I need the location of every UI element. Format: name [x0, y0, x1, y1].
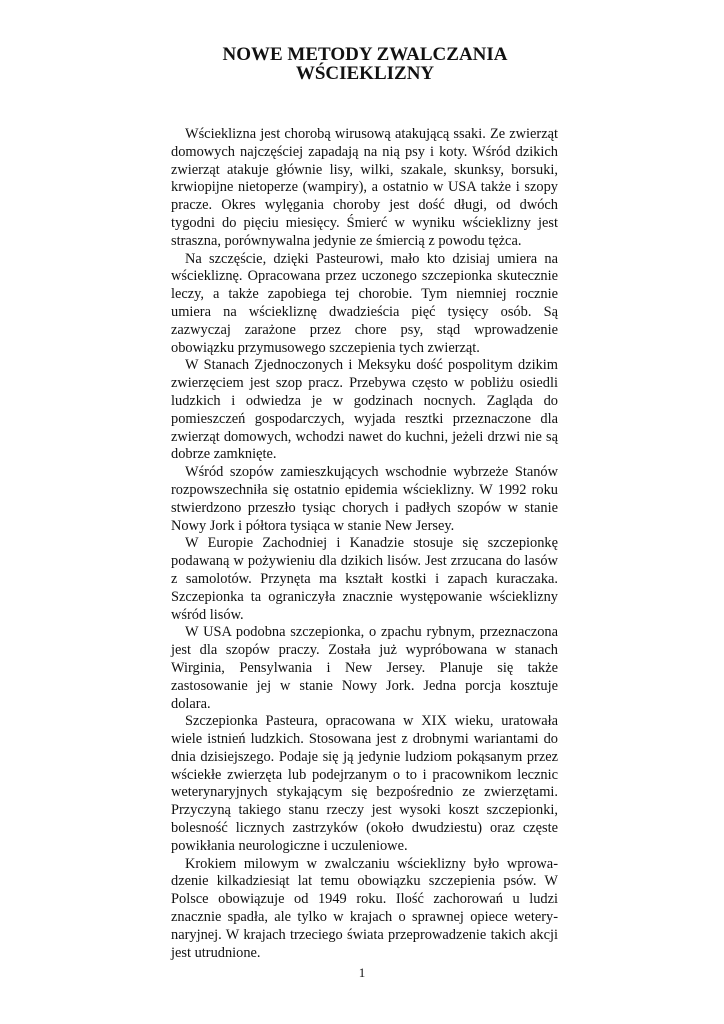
- document-title: [160, 45, 570, 83]
- paragraph-6: W USA podobna szczepionka, o zpachu rybnym, przeznaczona jest dla szopów praczy. Została już wypróbowana w stanach Wirginia, Pensylwania i New Jersey. Planuje się także zastosowanie jej w stanie Nowy Jork. Jedna porcja kosztuje dolara.: [171, 624, 558, 712]
- paragraph-4: Wśród szopów zamieszkujących wschodnie wybrzeże Stanów rozpowszechniła się ostatnio epidemia wścieklizny. W 1992 roku stwierdzono przeszło tysiąc chorych i padłych szopów w stanie Nowy Jork i półtora tysiąca w stanie New Jersey.: [171, 464, 558, 534]
- title-line-2: WŚCIEKLIZNY: [295, 63, 435, 84]
- paragraph-3: W Stanach Zjednoczonych i Meksyku dość pospolitym dzikim zwierzęciem jest szop pracz. Przebywa często w pobliżu osiedli ludzkich i odwiedza je w godzinach nocnych. Zagląda do pomieszczeń gospodarczych, wyjada resztki przeznaczone dla zwierząt domowych, wchodzi nawet do kuchni, jeżeli drzwi nie są dobrze zamknięte.: [171, 357, 558, 463]
- page-number: 1: [358, 965, 366, 980]
- paragraph-5: W Europie Zachodniej i Kanadzie stosuje się szczepionkę podawaną w pożywieniu dla dzikich lisów. Jest zrzucana do lasów z samolotów. Przynęta ma kształt kostki i zapach kuraczaka. Szczepionka ta ograniczyła znacznie występowanie wścieklizny wśród lisów.: [171, 535, 558, 623]
- paragraph-8: Krokiem milowym w zwalczaniu wścieklizny było wprowadzenie kilkadziesiąt lat temu obowiązku szczepienia psów. W Polsce obowiązuje od 1949 roku. Ilość zachorowań u ludzi znacznie spadła, ale tylko w krajach o sprawnej opiece weterynaryjnej. W krajach trzeciego świata przeprowadzenie takich akcji jest utrudnione.: [171, 855, 558, 961]
- title-line-1: NOWE METODY ZWALCZANIA: [222, 44, 508, 65]
- paragraph-7: Szczepionka Pasteura, opracowana w XIX wieku, uratowała wiele istnień ludzkich. Stosowana jest z drobnymi wariantami do dnia dzisiejszego. Podaje się ją jedynie ludziom pokąsanym przez wściekłe zwierzęta lub podejrzanym o to i pracownikom lecznic weterynaryjnych stykającym się bezpośrednio ze zwierzętami. Przyczyną takiego stanu rzeczy jest wysoki koszt szczepionki, bolesność licznych zastrzyków (około dwudziestu) oraz częste powikłania neurologiczne i uczuleniowe.: [171, 713, 558, 854]
- paragraph-2: Na szczęście, dzięki Pasteurowi, mało kto dzisiaj umiera na wściekliznę. Opracowana przez uczonego szczepionka skutecznie leczy, a także zapobiega tej chorobie. Tym niemniej rocznie umiera na wściekliznę dwadzieścia pięć tysięcy osób. Są zazwyczaj zarażone przez chore psy, stąd wprowadzenie obowiązku przymusowego szczepienia tych zwierząt.: [171, 250, 558, 356]
- paragraph-1: Wścieklizna jest chorobą wirusową atakującą ssaki. Ze zwierząt domowych najczęściej zapadają na nią psy i koty. Wśród dzikich zwierząt atakuje głównie lisy, wilki, szakale, skunksy, borsuki, krwiopijne nietoperze (wampiry), a ostatnio w USA także i szopy pracze. Okres wylęgania choroby jest dość długi, od dwóch tygodni do pięciu miesięcy. Śmierć w wyniku wścieklizny jest straszna, porównywalna jedynie ze śmiercią z powodu tężca.: [171, 126, 558, 249]
- article-body: [171, 126, 558, 962]
